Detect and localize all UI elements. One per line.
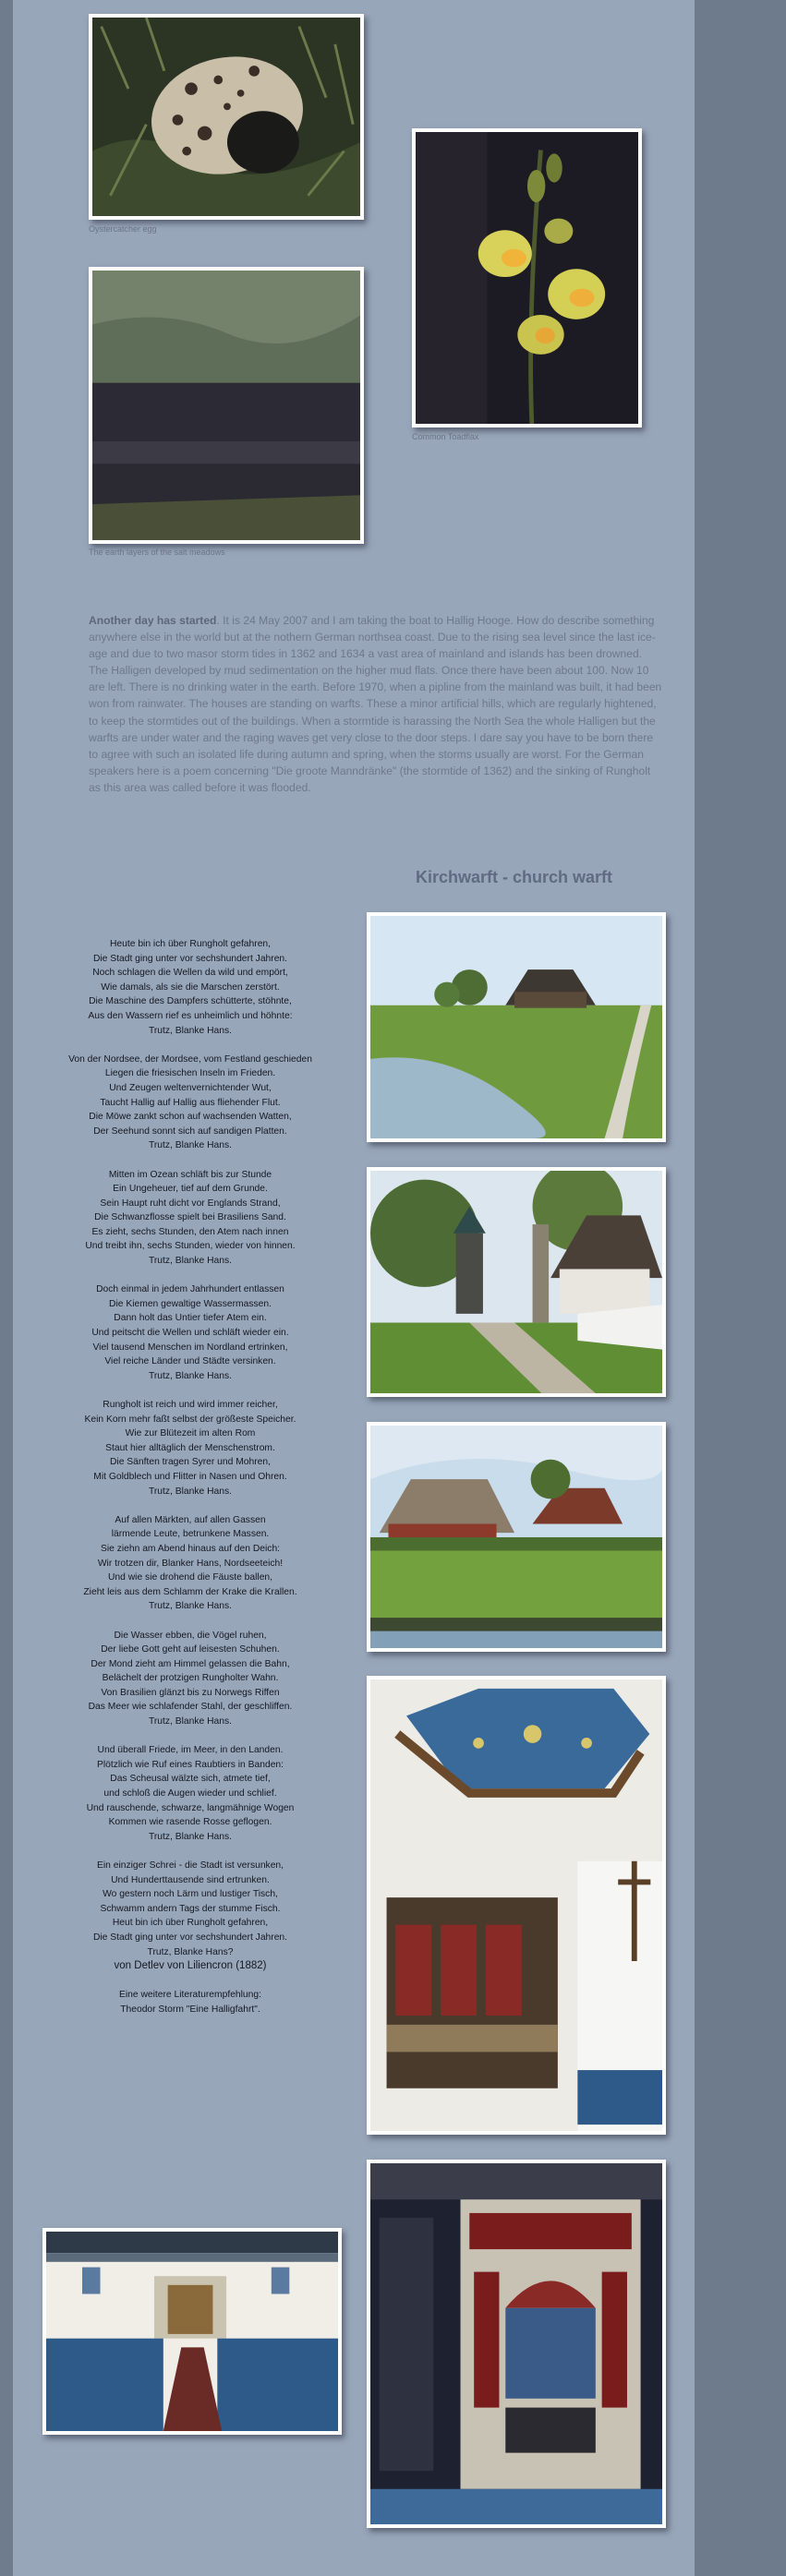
meadow-caption: The earth layers of the salt meadows — [89, 548, 225, 557]
poem-line: Und Zeugen weltenvernichtender Wut, — [109, 1082, 272, 1093]
houses-image — [370, 1426, 662, 1648]
poem-line: Und peitscht die Wellen und schläft wieder ein. — [91, 1328, 289, 1339]
poem-line: Auf allen Märkten, auf allen Gassen — [115, 1514, 266, 1525]
poem-line: Belächelt der protzigen Rungholter Wahn. — [102, 1673, 279, 1684]
poem-stanza — [52, 1513, 329, 1614]
poem-stanza — [52, 1282, 329, 1383]
poem-stanza — [52, 1168, 329, 1269]
poem-line: lärmende Leute, betrunkene Massen. — [111, 1529, 270, 1540]
poem-author: von Detlev von Liliencron (1882) — [114, 1960, 267, 1972]
poem-line: Die Kiemen gewaltige Wassermassen. — [109, 1298, 272, 1309]
poem-line: Taucht Hallig auf Hallig aus fliehender Flut. — [100, 1097, 281, 1108]
church-pulpit-photo[interactable] — [367, 1676, 666, 2135]
poem-line: Die Maschine des Dampfers schütterte, stöhnte, — [89, 996, 292, 1007]
poem-line: Sie ziehn am Abend hinaus auf den Deich: — [100, 1543, 281, 1554]
flower-image — [416, 132, 638, 424]
poem-line: Die Sänften tragen Syrer und Mohren, — [109, 1457, 271, 1468]
poem-line: Die Möwe zankt schon auf wachsenden Watten, — [89, 1112, 292, 1123]
intro-paragraph — [89, 612, 663, 796]
poem-line: Und treibt ihn, sechs Stunden, wieder von hinnen. — [85, 1241, 296, 1252]
poem-refrain: Trutz, Blanke Hans. — [148, 1831, 233, 1842]
poem-line: Staut hier alltäglich der Menschenstrom. — [105, 1442, 275, 1453]
intro-body: . It is 24 May 2007 and I am taking the boat to Hallig Hooge. How do describe something anywhere else in the world but at the nothern German northsea coast. Due to the rising sea level since the last ice-age and due to two masor storm tides in 1362 and 1634 a vast area of mainland and islands has been drowned. The Halligen developed by mud sedimentation on the higher mud flats. Once there have been about 100. Now 10 are left. There is no drinking water in the earth. Before 1970, when a pipline from the mainland was built, it had been won from rainwater. The houses are standing on warfts. These a minor artificial hills, which are regularly hightened, to keep the stormtides out of the buildings. When a stormtide is harassing the North Sea the whole Halligen but the warfts are under water and the raging waves get very close to the door steps. I dare say you have to be born there to agree with such an isolated life during autumn and spring, when the storms usually are worst. For the German speakers here is a poem concerning "Die groote Manndränke" (the stormtide of 1362) and the sinking of Rungholt as this area was called before it was flooded. — [89, 614, 662, 794]
poem-line: Plötzlich wie Ruf eines Raubtiers in Banden: — [96, 1759, 284, 1770]
poem-line: Noch schlagen die Wellen da wild und empört, — [92, 968, 288, 979]
poem-line: Liegen die friesischen Inseln im Frieden. — [104, 1068, 276, 1079]
poem-line: Die Schwanzflosse spielt bei Brasiliens Sand. — [94, 1212, 286, 1223]
poem-line: Viel reiche Länder und Städte versinken. — [104, 1356, 276, 1367]
poem-refrain: Trutz, Blanke Hans? — [147, 1946, 234, 1957]
poem-stanza — [52, 1053, 329, 1153]
poem-line: Die Stadt ging unter vor sechshundert Jahren. — [92, 953, 288, 964]
poem-line: Der Seehund sonnt sich auf sandigen Platten. — [93, 1125, 287, 1137]
poem-line: Ein einziger Schrei - die Stadt ist versunken, — [96, 1860, 284, 1871]
poem-line: Das Scheusal wälzte sich, atmete tief, — [110, 1774, 271, 1785]
poem-line: Das Meer wie schlafender Stahl, der geschliffen. — [88, 1702, 293, 1713]
poem-line: Und rauschende, schwarze, langmähnige Wogen — [86, 1802, 295, 1813]
poem-line: Heute bin ich über Rungholt gefahren, — [109, 939, 272, 949]
poem-line: Heut bin ich über Rungholt gefahren, — [112, 1918, 269, 1929]
poem-refrain: Trutz, Blanke Hans. — [148, 1370, 233, 1381]
poem-line: Schwamm andern Tags der stumme Fisch. — [100, 1903, 281, 1914]
poem-refrain: Trutz, Blanke Hans. — [148, 1025, 233, 1036]
poem-stanza — [52, 1859, 329, 1959]
poem-refrain: Trutz, Blanke Hans. — [148, 1716, 233, 1727]
poem-refrain: Trutz, Blanke Hans. — [148, 1601, 233, 1612]
poem-stanza — [52, 1398, 329, 1499]
poem-line: Und Hunderttausende sind ertrunken. — [111, 1874, 270, 1885]
poem-line: Mit Goldblech und Flitter in Nasen und Ohren. — [93, 1471, 287, 1482]
poem-line: Wie damals, als sie die Marschen zerstört. — [101, 981, 280, 993]
poem-line: Kommen wie rasende Rosse geflogen. — [108, 1817, 272, 1828]
poem-line: Es zieht, sechs Stunden, den Atem nach innen — [91, 1226, 289, 1237]
poem-line: Wo gestern noch Lärm und lustiger Tisch, — [103, 1889, 278, 1900]
poem-line: Sein Haupt ruht dicht vor Englands Strand, — [100, 1198, 281, 1209]
recommendation-label: Eine weitere Literaturempfehlung: — [119, 1990, 261, 2001]
egg-caption: Oystercatcher egg — [89, 224, 157, 234]
common-toadflax-photo[interactable] — [412, 128, 642, 427]
pulpit-image — [370, 1679, 662, 2131]
poem-line: Zieht leis aus dem Schlamm der Krake die Krallen. — [83, 1586, 297, 1597]
meadow-image — [92, 271, 360, 540]
poem-stanza — [52, 937, 329, 1038]
interior-image — [46, 2232, 338, 2431]
church-interior-photo[interactable] — [42, 2228, 342, 2435]
recommendation-title: Theodor Storm "Eine Halligfahrt". — [120, 2004, 260, 2015]
poem-stanza — [52, 1629, 329, 1729]
thatched-houses-photo[interactable] — [367, 1422, 666, 1652]
poem-line: Dann holt das Untier tiefer Atem ein. — [114, 1313, 267, 1324]
poem-rungholt — [52, 937, 329, 2017]
poem-line: Der Mond zieht am Himmel gelassen die Bahn, — [91, 1658, 290, 1669]
poem-line: Viel tausend Menschen im Nordland ertrinken, — [92, 1342, 288, 1353]
altar-image — [370, 2163, 662, 2524]
poem-line: Von der Nordsee, der Mordsee, vom Festland geschieden — [68, 1053, 312, 1065]
poem-line: und schloß die Augen wieder und schlief. — [103, 1788, 277, 1800]
poem-line: Rungholt ist reich und wird immer reicher, — [103, 1400, 278, 1410]
poem-line: Aus den Wassern rief es unheimlich und höhnte: — [88, 1010, 293, 1021]
poem-refrain: Trutz, Blanke Hans. — [148, 1256, 233, 1267]
poem-line: Und überall Friede, im Meer, in den Landen. — [97, 1745, 284, 1756]
poem-line: Mitten im Ozean schläft bis zur Stunde — [108, 1169, 272, 1180]
church-altar-photo[interactable] — [367, 2160, 666, 2528]
poem-line: Und wie sie drohend die Fäuste ballen, — [107, 1572, 273, 1583]
bell-tower-image — [370, 1171, 662, 1393]
right-border-strip — [695, 0, 786, 2576]
poem-refrain: Trutz, Blanke Hans. — [148, 1140, 233, 1151]
oystercatcher-egg-photo[interactable] — [89, 14, 364, 220]
poem-line: Wie zur Blütezeit im alten Rom — [125, 1428, 256, 1439]
poem-refrain: Trutz, Blanke Hans. — [148, 1486, 233, 1497]
poem-stanza — [52, 1743, 329, 1844]
left-border-strip — [0, 0, 13, 2576]
warft-image — [370, 916, 662, 1138]
bell-tower-photo[interactable] — [367, 1167, 666, 1397]
poem-line: Die Wasser ebben, die Vögel ruhen, — [114, 1630, 267, 1641]
intro-lead: Another day has started — [89, 614, 217, 627]
section-heading: Kirchwarft - church warft — [416, 868, 613, 886]
poem-line: Der liebe Gott geht auf leisesten Schuhen. — [101, 1644, 280, 1655]
poem-line: Die Stadt ging unter vor sechshundert Jahren. — [92, 1932, 288, 1943]
toadflax-caption: Common Toadflax — [412, 432, 479, 441]
poem-line: Ein Ungeheuer, tief auf dem Grunde. — [113, 1184, 268, 1195]
poem-line: Von Brasilien glänzt bis zu Norwegs Riffen — [101, 1687, 280, 1698]
poem-line: Kein Korn mehr faßt selbst der größeste Speicher. — [84, 1414, 296, 1425]
poem-line: Wir trotzen dir, Blanker Hans, Nordseeteich! — [97, 1558, 284, 1569]
church-warft-photo[interactable] — [367, 912, 666, 1142]
egg-image — [92, 18, 360, 216]
poem-line: Doch einmal in jedem Jahrhundert entlassen — [96, 1284, 284, 1295]
salt-meadow-photo[interactable] — [89, 267, 364, 544]
